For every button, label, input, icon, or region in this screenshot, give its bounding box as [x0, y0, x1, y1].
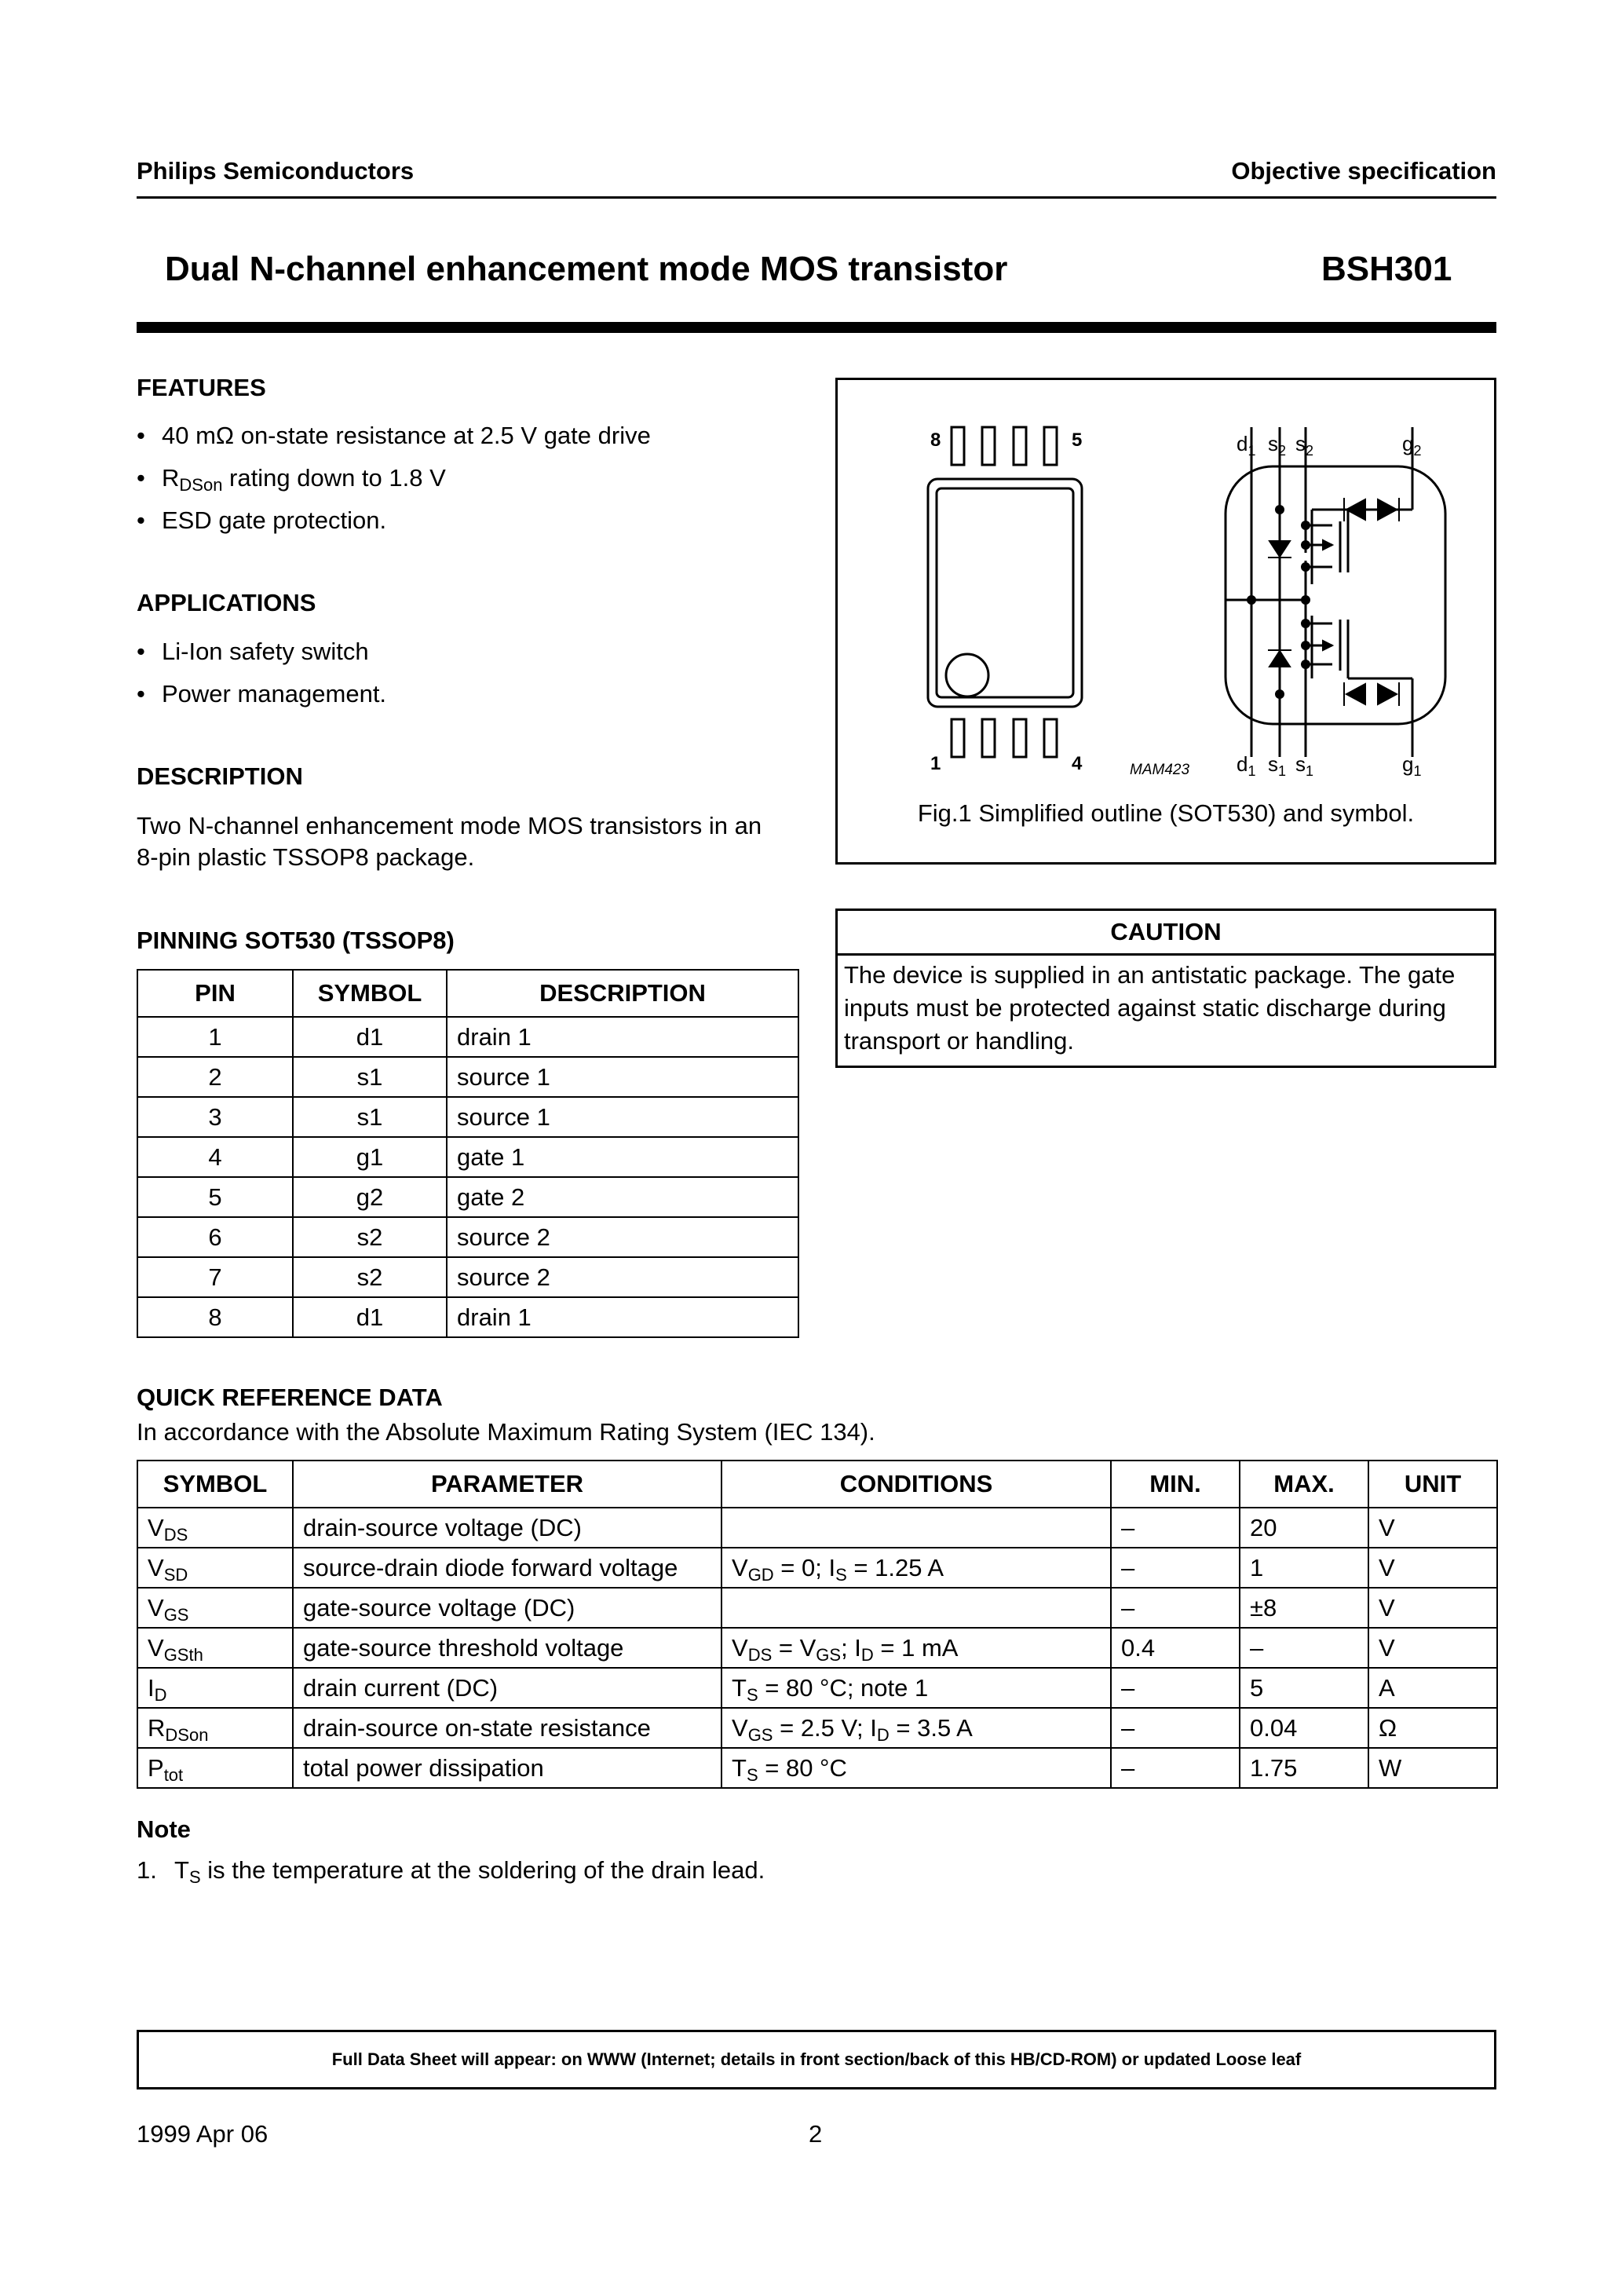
table-cell: source 2 — [447, 1257, 798, 1297]
caution-box — [835, 909, 1496, 1068]
param-cell: drain current (DC) — [293, 1668, 721, 1708]
cond-cell: $V_{GS} = 2.5$ V; $I_D = 3.5$ A — [721, 1708, 1111, 1748]
unit-cell: Ω — [1368, 1708, 1497, 1748]
table-row — [137, 1257, 798, 1297]
table-cell: 4 — [137, 1137, 293, 1177]
table-row — [137, 1708, 1497, 1748]
table-row — [137, 1508, 1497, 1548]
svg-text:s1: $s_1$ — [1268, 752, 1287, 779]
table-row — [137, 1097, 798, 1137]
cond-cell: $V_{DS} = V_{GS}$; $I_D = 1$ mA — [721, 1628, 1111, 1668]
min-cell: 0.4 — [1111, 1628, 1240, 1668]
table-row — [137, 1137, 798, 1177]
min-cell: – — [1111, 1588, 1240, 1628]
application-item: • Li-Ion safety switch — [137, 638, 369, 665]
min-cell: – — [1111, 1708, 1240, 1748]
caution-line: transport or handling. — [844, 1027, 1074, 1055]
diode-icon — [1346, 499, 1365, 520]
note-heading: Note — [137, 1815, 191, 1843]
table-row — [137, 1668, 1497, 1708]
package-outline-and-symbol — [838, 380, 1494, 862]
pin-number-1: 1 — [930, 753, 941, 774]
max-cell: 0.04 — [1240, 1708, 1368, 1748]
header-rule — [137, 196, 1496, 199]
pin1-marker — [946, 654, 988, 696]
table-cell: g2 — [293, 1177, 447, 1217]
pin-number-8: 8 — [930, 430, 941, 451]
feature-item: • ESD gate protection. — [137, 506, 387, 534]
table-row — [137, 1588, 1497, 1628]
table-cell: 8 — [137, 1297, 293, 1337]
table-cell: g1 — [293, 1137, 447, 1177]
pin-lead — [982, 427, 995, 465]
table-row — [137, 1748, 1497, 1788]
min-cell: – — [1111, 1508, 1240, 1548]
svg-text:s1: $s_1$ — [1295, 752, 1314, 779]
diode-icon — [1269, 541, 1290, 557]
table-cell: d1 — [293, 1017, 447, 1057]
table-cell: 6 — [137, 1217, 293, 1257]
figure-box — [835, 378, 1496, 865]
table-cell: s2 — [293, 1217, 447, 1257]
unit-cell: V — [1368, 1548, 1497, 1588]
column-header: SYMBOL — [137, 1461, 293, 1508]
qrd-subtitle: In accordance with the Absolute Maximum Rating System (IEC 134). — [137, 1418, 875, 1446]
table-cell: drain 1 — [447, 1017, 798, 1057]
column-header: CONDITIONS — [721, 1461, 1111, 1508]
symbol-cell: $V_{SD}$ — [137, 1548, 293, 1588]
company-name: Philips Semiconductors — [137, 157, 415, 185]
table-row — [137, 1548, 1497, 1588]
table-cell: drain 1 — [447, 1297, 798, 1337]
table-row — [137, 1297, 798, 1337]
symbol-cell: $V_{GSth}$ — [137, 1628, 293, 1668]
figure-code: MAM423 — [1130, 762, 1190, 778]
features-heading: FEATURES — [137, 374, 266, 401]
column-header: MIN. — [1111, 1461, 1240, 1508]
table-cell: s1 — [293, 1057, 447, 1097]
unit-cell: W — [1368, 1748, 1497, 1788]
cond-cell: $V_{GD} = 0$; $I_S = 1.25$ A — [721, 1548, 1111, 1588]
feature-item: • $R_{DSon}$ rating down to 1.8 V — [137, 464, 446, 495]
table-cell: gate 2 — [447, 1177, 798, 1217]
max-cell: 20 — [1240, 1508, 1368, 1548]
caution-line: The device is supplied in an antistatic package. The gate — [844, 961, 1456, 989]
applications-heading: APPLICATIONS — [137, 589, 316, 616]
diode-icon — [1346, 684, 1365, 704]
symbol-cell: $V_{DS}$ — [137, 1508, 293, 1548]
diode-icon — [1378, 499, 1397, 520]
table-row — [137, 1217, 798, 1257]
table-row — [137, 1177, 798, 1217]
part-number: BSH301 — [1321, 250, 1452, 288]
pinning-heading: PINNING SOT530 (TSSOP8) — [137, 927, 455, 954]
cond-cell — [721, 1508, 1111, 1548]
max-cell: ±8 — [1240, 1588, 1368, 1628]
param-cell: gate-source threshold voltage — [293, 1628, 721, 1668]
table-cell: 3 — [137, 1097, 293, 1137]
footer-box: Full Data Sheet will appear: on WWW (Internet; details in front section/back of this HB/CD-ROM) or updated Loose leaf — [137, 2030, 1496, 2089]
min-cell: – — [1111, 1548, 1240, 1588]
pin-lead — [952, 427, 964, 465]
symbol-cell: $R_{DSon}$ — [137, 1708, 293, 1748]
pin-number-4: 4 — [1072, 753, 1083, 774]
description-line: 8-pin plastic TSSOP8 package. — [137, 843, 475, 871]
description-line: Two N-channel enhancement mode MOS transistors in an — [137, 812, 762, 839]
caution-heading: CAUTION — [838, 911, 1494, 956]
table-cell: 1 — [137, 1017, 293, 1057]
table-cell: 2 — [137, 1057, 293, 1097]
package-body — [928, 479, 1082, 707]
table-cell: s2 — [293, 1257, 447, 1297]
min-cell: – — [1111, 1668, 1240, 1708]
table-cell: s1 — [293, 1097, 447, 1137]
max-cell: 1 — [1240, 1548, 1368, 1588]
qrd-table — [137, 1460, 1498, 1789]
description-heading: DESCRIPTION — [137, 762, 303, 790]
pin-lead — [1014, 719, 1026, 757]
cond-cell: $T_S = 80$ °C — [721, 1748, 1111, 1788]
table-cell: source 2 — [447, 1217, 798, 1257]
unit-cell: V — [1368, 1588, 1497, 1628]
caution-line: inputs must be protected against static discharge during — [844, 994, 1446, 1022]
param-cell: source-drain diode forward voltage — [293, 1548, 721, 1588]
table-cell: 5 — [137, 1177, 293, 1217]
diode-icon — [1269, 651, 1290, 667]
title-rule — [137, 322, 1496, 333]
doc-type: Objective specification — [1231, 157, 1496, 185]
table-cell: d1 — [293, 1297, 447, 1337]
pin-lead — [1044, 719, 1057, 757]
symbol-cell: $I_D$ — [137, 1668, 293, 1708]
pin-number-5: 5 — [1072, 430, 1083, 451]
column-header: PARAMETER — [293, 1461, 721, 1508]
table-row — [137, 1017, 798, 1057]
min-cell: – — [1111, 1748, 1240, 1788]
table-row — [137, 1057, 798, 1097]
column-header: DESCRIPTION — [447, 970, 798, 1017]
note-text: 1. $T_S$ is the temperature at the soldering of the drain lead. — [137, 1856, 765, 1887]
pinning-table — [137, 969, 799, 1338]
table-cell: gate 1 — [447, 1137, 798, 1177]
diode-icon — [1378, 684, 1397, 704]
unit-cell: A — [1368, 1668, 1497, 1708]
page-title: Dual N-channel enhancement mode MOS transistor — [165, 250, 1008, 288]
footer-date: 1999 Apr 06 — [137, 2120, 269, 2148]
svg-text:g2: $g_2$ — [1402, 432, 1422, 459]
unit-cell: V — [1368, 1508, 1497, 1548]
pin-lead — [1044, 427, 1057, 465]
unit-cell: V — [1368, 1628, 1497, 1668]
qrd-heading: QUICK REFERENCE DATA — [137, 1384, 443, 1411]
max-cell: 1.75 — [1240, 1748, 1368, 1788]
table-row — [137, 1628, 1497, 1668]
figure-caption: Fig.1 Simplified outline (SOT530) and symbol. — [917, 799, 1415, 827]
symbol-cell: $P_{tot}$ — [137, 1748, 293, 1788]
page-number: 2 — [809, 2120, 823, 2148]
max-cell: – — [1240, 1628, 1368, 1668]
column-header: UNIT — [1368, 1461, 1497, 1508]
param-cell: gate-source voltage (DC) — [293, 1588, 721, 1628]
param-cell: total power dissipation — [293, 1748, 721, 1788]
param-cell: drain-source voltage (DC) — [293, 1508, 721, 1548]
column-header: MAX. — [1240, 1461, 1368, 1508]
column-header: SYMBOL — [293, 970, 447, 1017]
table-cell: source 1 — [447, 1097, 798, 1137]
svg-text:d1: $d_1$ — [1237, 432, 1256, 459]
application-item: • Power management. — [137, 680, 387, 707]
max-cell: 5 — [1240, 1668, 1368, 1708]
cond-cell: $T_S = 80$ °C; note 1 — [721, 1668, 1111, 1708]
column-header: PIN — [137, 970, 293, 1017]
svg-text:s2: $s_2$ — [1268, 432, 1287, 459]
svg-text:d1: $d_1$ — [1237, 752, 1256, 779]
table-cell: source 1 — [447, 1057, 798, 1097]
feature-item: • 40 mΩ on-state resistance at 2.5 V gate drive — [137, 422, 651, 449]
pin-lead — [952, 719, 964, 757]
svg-text:g1: $g_1$ — [1402, 752, 1422, 779]
pin-lead — [982, 719, 995, 757]
symbol-cell: $V_{GS}$ — [137, 1588, 293, 1628]
pin-lead — [1014, 427, 1026, 465]
cond-cell — [721, 1588, 1111, 1628]
table-cell: 7 — [137, 1257, 293, 1297]
param-cell: drain-source on-state resistance — [293, 1708, 721, 1748]
svg-text:s2: $s_2$ — [1295, 432, 1314, 459]
